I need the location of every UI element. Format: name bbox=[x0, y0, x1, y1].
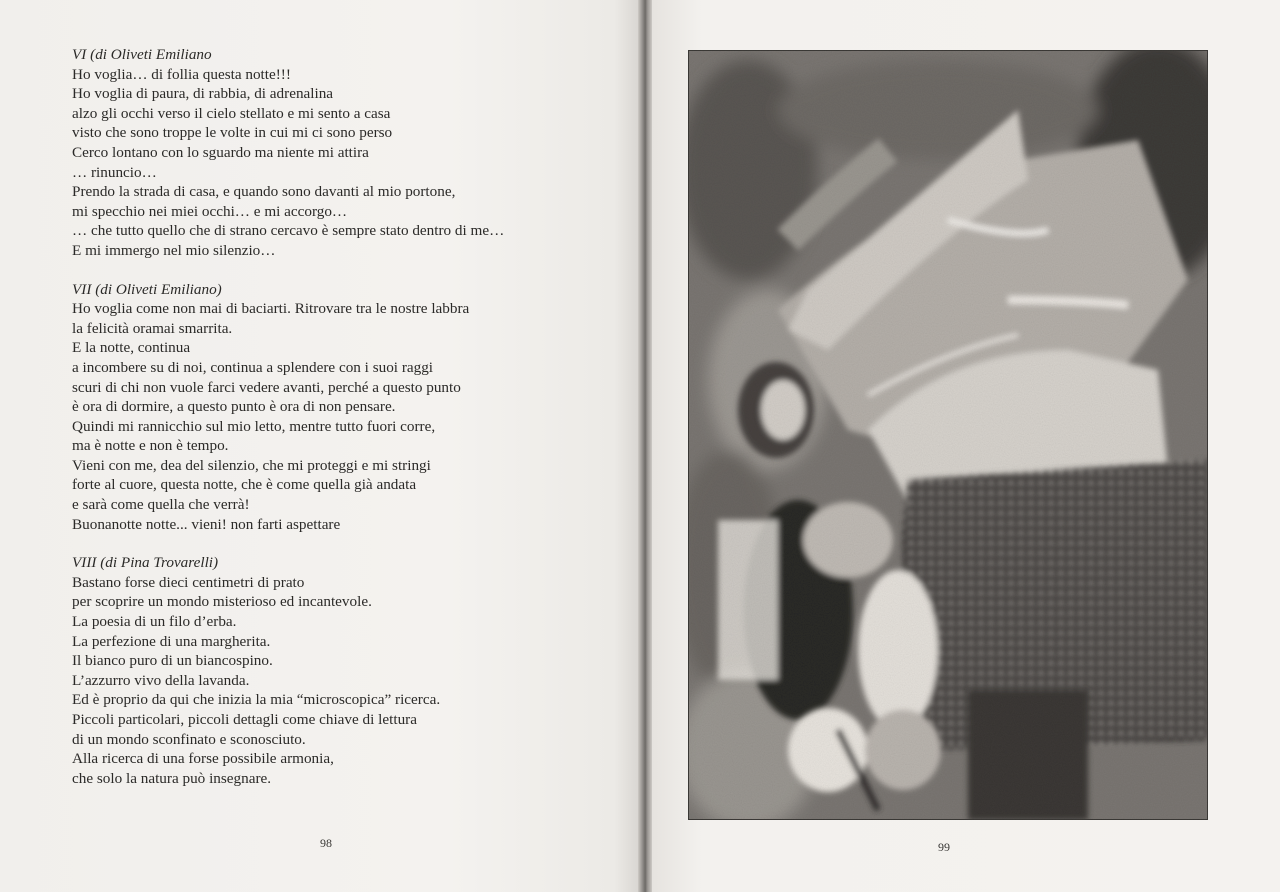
poem-title: VII (di Oliveti Emiliano) bbox=[72, 280, 222, 298]
poem-title: VIII (di Pina Trovarelli) bbox=[72, 554, 219, 572]
poem-line: è ora di dormire, a questo punto è ora di non pensare. bbox=[72, 398, 396, 416]
poem-viii bbox=[72, 553, 592, 788]
page-number-right: 99 bbox=[938, 840, 950, 854]
poem-line: mi specchio nei miei occhi… e mi accorgo… bbox=[72, 202, 348, 220]
poem-line: visto che sono troppe le volte in cui mi ci sono perso bbox=[72, 124, 393, 142]
poem-line: Ho voglia… di follia questa notte!!! bbox=[72, 65, 291, 83]
poem-line: E la notte, continua bbox=[72, 339, 191, 357]
poem-line: La poesia di un filo d’erba. bbox=[72, 613, 237, 631]
poem-line: Vieni con me, dea del silenzio, che mi proteggi e mi stringi bbox=[72, 456, 431, 474]
poem-line: La perfezione di una margherita. bbox=[72, 632, 271, 650]
poem-line: Prendo la strada di casa, e quando sono davanti al mio portone, bbox=[72, 183, 456, 201]
poem-line: Ho voglia come non mai di baciarti. Ritrovare tra le nostre labbra bbox=[72, 300, 470, 318]
poem-line: Quindi mi rannicchio sul mio letto, mentre tutto fuori corre, bbox=[72, 417, 436, 435]
page-number-left: 98 bbox=[320, 836, 332, 850]
poem-line: Piccoli particolari, piccoli dettagli come chiave di lettura bbox=[72, 711, 417, 728]
poem-line: forte al cuore, questa notte, che è come quella già andata bbox=[72, 476, 417, 494]
poem-line: Il bianco puro di un biancospino. bbox=[72, 652, 273, 670]
costumed-crowd-photo bbox=[688, 50, 1208, 820]
poem-vi bbox=[72, 45, 592, 261]
poem-line: la felicità oramai smarrita. bbox=[72, 319, 233, 337]
poem-line: scuri di chi non vuole farci vedere avanti, perché a questo punto bbox=[72, 378, 461, 396]
poem-line: Cerco lontano con lo sguardo ma niente mi attira bbox=[72, 143, 369, 161]
poem-line: Buonanotte notte... vieni! non farti aspettare bbox=[72, 515, 341, 533]
poem-line: L’azzurro vivo della lavanda. bbox=[72, 671, 250, 689]
poem-line: Ed è proprio da qui che inizia la mia “microscopica” ricerca. bbox=[72, 691, 441, 709]
poem-line: … che tutto quello che di strano cercavo è sempre stato dentro di me… bbox=[72, 222, 505, 240]
poem-line: Alla ricerca di una forse possibile armonia, bbox=[72, 750, 334, 768]
poem-line: che solo la natura può insegnare. bbox=[72, 769, 272, 787]
poem-line: di un mondo sconfinato e sconosciuto. bbox=[72, 730, 306, 748]
poem-line: Ho voglia di paura, di rabbia, di adrenalina bbox=[72, 85, 334, 103]
poem-list bbox=[72, 45, 592, 807]
poem-line: alzo gli occhi verso il cielo stellato e mi sento a casa bbox=[72, 104, 391, 122]
poem-line: per scoprire un mondo misterioso ed incantevole. bbox=[72, 593, 372, 611]
poem-line: ma è notte e non è tempo. bbox=[72, 437, 229, 455]
poem-line: a incombere su di noi, continua a splendere con i suoi raggi bbox=[72, 358, 434, 376]
poem-line: E mi immergo nel mio silenzio… bbox=[72, 241, 276, 259]
poem-vii bbox=[72, 280, 592, 535]
poem-line: Bastano forse dieci centimetri di prato bbox=[72, 573, 305, 591]
poem-line: … rinuncio… bbox=[72, 163, 157, 181]
poem-title: VI (di Oliveti Emiliano bbox=[72, 46, 212, 63]
poem-line: e sarà come quella che verrà! bbox=[72, 496, 250, 514]
